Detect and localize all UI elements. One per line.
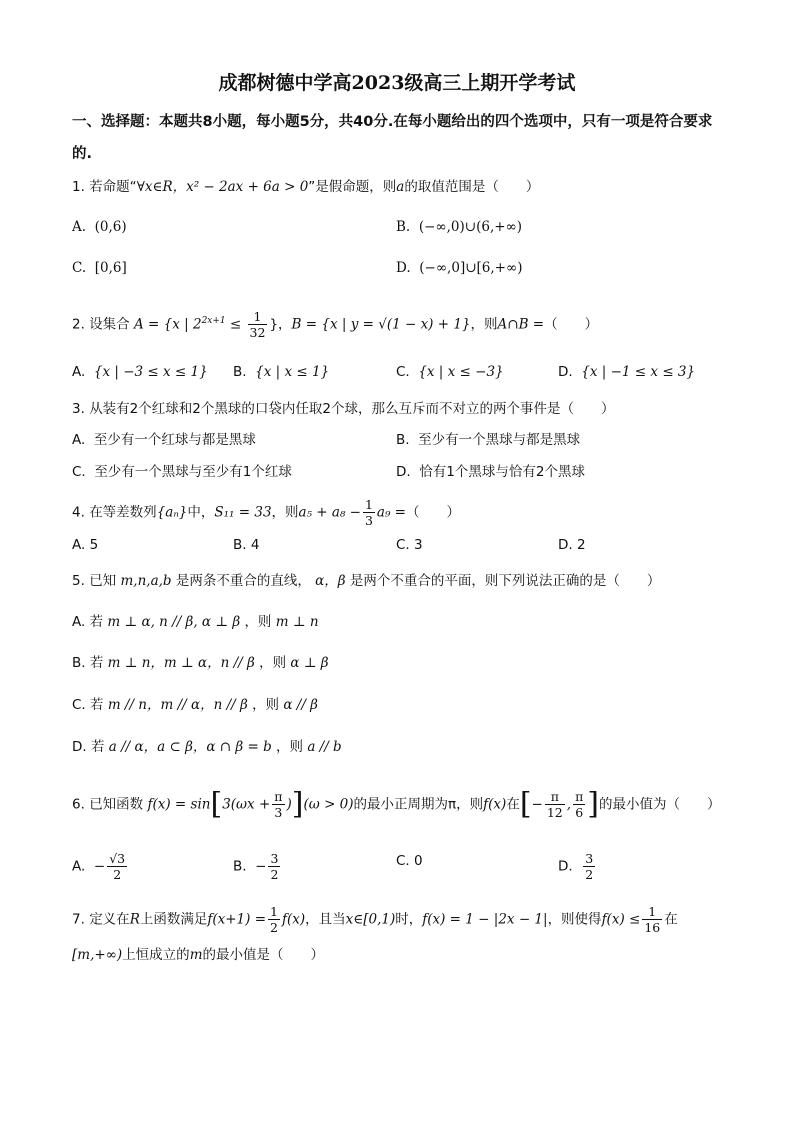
question-5-option-d: D. 若 a // α，a ⊂ β，α ∩ β = b ，则 a // b <box>72 739 342 755</box>
question-4-option-a: A. 5 <box>72 537 99 553</box>
question-7-stem: 7. 定义在R上函数满足f(x+1) = $\frac{1}{2}$ f(x)，且当x∈[0,1)时，f(x) = 1 − |2x − 1|，则使得f(x) ≤ $\frac{1}{16}$ 在 <box>72 904 678 935</box>
question-1-option-a: A. (0,6) <box>72 219 127 235</box>
question-4-option-b: B. 4 <box>233 537 260 553</box>
question-2-option-d: D. {x | −1 ≤ x ≤ 3} <box>558 364 696 380</box>
question-6-stem: 6. 已知函数 f(x) = sin[3(ωx + $\frac{\pi}{3}$ )](ω > 0)的最小正周期为π，则f(x)在[− $\frac{\pi}{12}$ , $\frac{\pi}{6}$ ]的最小值为（ ） <box>72 786 721 822</box>
question-2-option-b: B. {x | x ≤ 1} <box>233 364 330 380</box>
question-4-option-c: C. 3 <box>396 537 423 553</box>
question-5-option-a: A. 若 m ⊥ α, n // β, α ⊥ β ，则 m ⊥ n <box>72 614 319 630</box>
question-number: 1. <box>72 179 85 195</box>
question-3-stem: 3. 从装有2个红球和2个黑球的口袋内任取2个球，那么互斥而不对立的两个事件是（ ） <box>72 401 615 417</box>
question-2-option-a: A. {x | −3 ≤ x ≤ 1} <box>72 364 208 380</box>
question-number: 3. <box>72 401 85 417</box>
question-number: 2. <box>72 316 85 333</box>
question-number: 5. <box>72 573 85 589</box>
question-1-option-b: B. (−∞,0)∪(6,+∞) <box>396 219 523 235</box>
exam-title: 成都树德中学高2023级高三上期开学考试 <box>218 72 576 94</box>
fraction: $\frac{1}{16}$ <box>644 904 661 935</box>
question-4-option-d: D. 2 <box>558 537 586 553</box>
question-3-option-b: B. 至少有一个黑球与都是黑球 <box>396 432 581 448</box>
question-5-option-c: C. 若 m // n，m // α，n // β ，则 α // β <box>72 697 318 713</box>
fraction: $\frac{\pi}{6}$ <box>575 789 584 820</box>
question-6-option-a: A. − $\frac{√3}{2}$ <box>72 851 126 882</box>
question-3-option-a: A. 至少有一个红球与都是黑球 <box>72 432 256 448</box>
question-number: 4. <box>72 504 85 521</box>
question-1-option-c: C. [0,6] <box>72 260 127 276</box>
fraction: $\frac{\pi}{3}$ <box>274 789 283 820</box>
question-6-option-d: D. $\frac{3}{2}$ <box>558 851 594 882</box>
question-1-option-d: D. (−∞,0]∪[6,+∞) <box>396 260 523 276</box>
fraction: $\frac{1}{3}$ <box>364 497 373 528</box>
question-3-option-c: C. 至少有一个黑球与至少有1个红球 <box>72 464 292 480</box>
question-6-option-b: B. − $\frac{3}{2}$ <box>233 851 279 882</box>
question-5-stem: 5. 已知 m,n,a,b 是两条不重合的直线， α，β 是两个不重合的平面，则下列说法正确的是（ ） <box>72 573 661 589</box>
question-4-stem: 4. 在等差数列{aₙ}中，S₁₁ = 33，则a₅ + a₈ − $\frac{1}{3}$ a₉ =（ ） <box>72 497 460 528</box>
fraction: $\frac{1}{2}$ <box>270 904 278 935</box>
question-3-option-d: D. 恰有1个黑球与恰有2个黑球 <box>396 464 585 480</box>
fraction: $\frac{\pi}{12}$ <box>546 789 563 820</box>
question-5-option-b: B. 若 m ⊥ n，m ⊥ α，n // β ，则 α ⊥ β <box>72 655 329 671</box>
question-7-stem-line-2: [m,+∞)上恒成立的m的最小值是（ ） <box>72 947 324 963</box>
question-number: 6. <box>72 796 85 813</box>
question-2-stem: 2. 设集合 A = {x | $2^{2x+1}$ ≤ $\frac{1}{32}$ }，B = {x | y = √(1 − x) + 1}，则A∩B =（ ） <box>72 309 599 340</box>
section-heading: 一、选择题：本题共8小题，每小题5分，共40分.在每小题给出的四个选项中，只有一项是符合要求的. <box>72 114 713 162</box>
question-2-option-c: C. {x | x ≤ −3} <box>396 364 504 380</box>
math-expression: ∀x∈R，x² − 2ax + 6a > 0 <box>136 179 309 195</box>
fraction: $\frac{1}{32}$ <box>249 309 266 340</box>
question-number: 7. <box>72 911 85 928</box>
question-1-stem: 1. 若命题“∀x∈R，x² − 2ax + 6a > 0”是假命题，则a的取值范围是（ ） <box>72 179 540 195</box>
question-6-option-c: C. 0 <box>396 853 423 869</box>
